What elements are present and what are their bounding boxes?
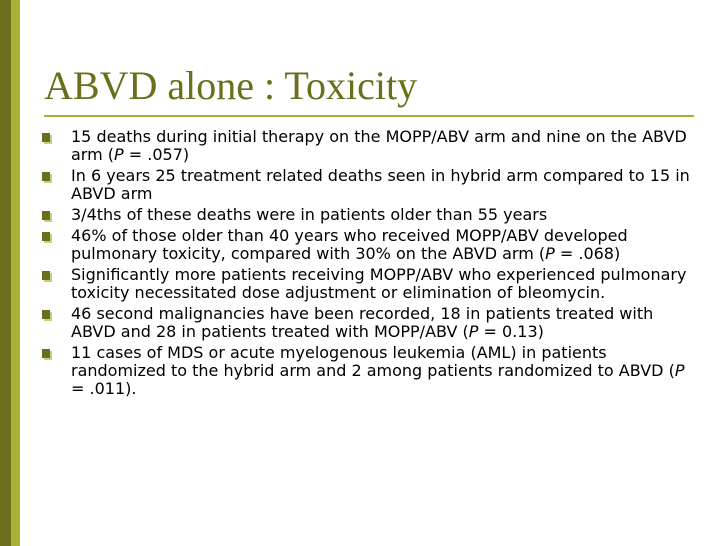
p-value-symbol: P (674, 361, 685, 380)
bullet-text-segment: = .011). (71, 379, 137, 398)
bullet-text (71, 205, 547, 224)
bullet-text-segment: 11 cases of MDS or acute myelogenous leukemia (AML) in patients randomized to the hybrid arm and 2 among patients randomized to ABVD ( (71, 343, 675, 380)
bullet-text-segment: 46% of those older than 40 years who received MOPP/ABV developed pulmonary toxicity, compared with 30% on the ABVD arm ( (71, 226, 628, 263)
bullet-text (71, 226, 628, 263)
square-bullet-icon (42, 271, 50, 280)
left-stripe-light (11, 0, 20, 546)
bullet-text (71, 304, 653, 341)
left-stripe-dark (0, 0, 11, 546)
bullet-text-segment: Significantly more patients receiving MOPP/ABV who experienced pulmonary toxicity necessitated dose adjustment or elimination of bleomycin. (71, 265, 687, 302)
bullet-item (40, 227, 695, 263)
bullet-text (71, 343, 684, 398)
bullet-text (71, 127, 687, 164)
bullet-text (71, 166, 690, 203)
bullet-item (40, 266, 695, 302)
square-bullet-icon (42, 310, 50, 319)
bullet-text-segment: = .057) (123, 145, 190, 164)
slide-title: ABVD alone : Toxicity (44, 63, 418, 108)
p-value-symbol: P (545, 244, 555, 263)
title-underline (44, 115, 694, 117)
bullet-item (40, 206, 695, 224)
bullet-item (40, 344, 695, 398)
bullet-text-segment: In 6 years 25 treatment related deaths seen in hybrid arm compared to 15 in ABVD arm (71, 166, 690, 203)
square-bullet-icon (42, 133, 50, 142)
bullet-text-segment: 3/4ths of these deaths were in patients older than 55 years (71, 205, 548, 224)
bullet-item (40, 167, 695, 203)
bullet-text-segment: 46 second malignancies have been recorded, 18 in patients treated with ABVD and 28 in patients treated with MOPP/ABV ( (71, 304, 654, 341)
bullet-list (40, 128, 695, 401)
square-bullet-icon (42, 172, 50, 181)
bullet-text-segment: = .068) (554, 244, 621, 263)
bullet-item (40, 128, 695, 164)
square-bullet-icon (42, 232, 50, 241)
bullet-item (40, 305, 695, 341)
square-bullet-icon (42, 349, 50, 358)
square-bullet-icon (42, 211, 50, 220)
bullet-text-segment: = 0.13) (478, 322, 544, 341)
p-value-symbol: P (114, 145, 124, 164)
p-value-symbol: P (468, 322, 479, 341)
bullet-text (71, 265, 686, 302)
bullet-text-segment: 15 deaths during initial therapy on the MOPP/ABV arm and nine on the ABVD arm ( (71, 127, 687, 164)
